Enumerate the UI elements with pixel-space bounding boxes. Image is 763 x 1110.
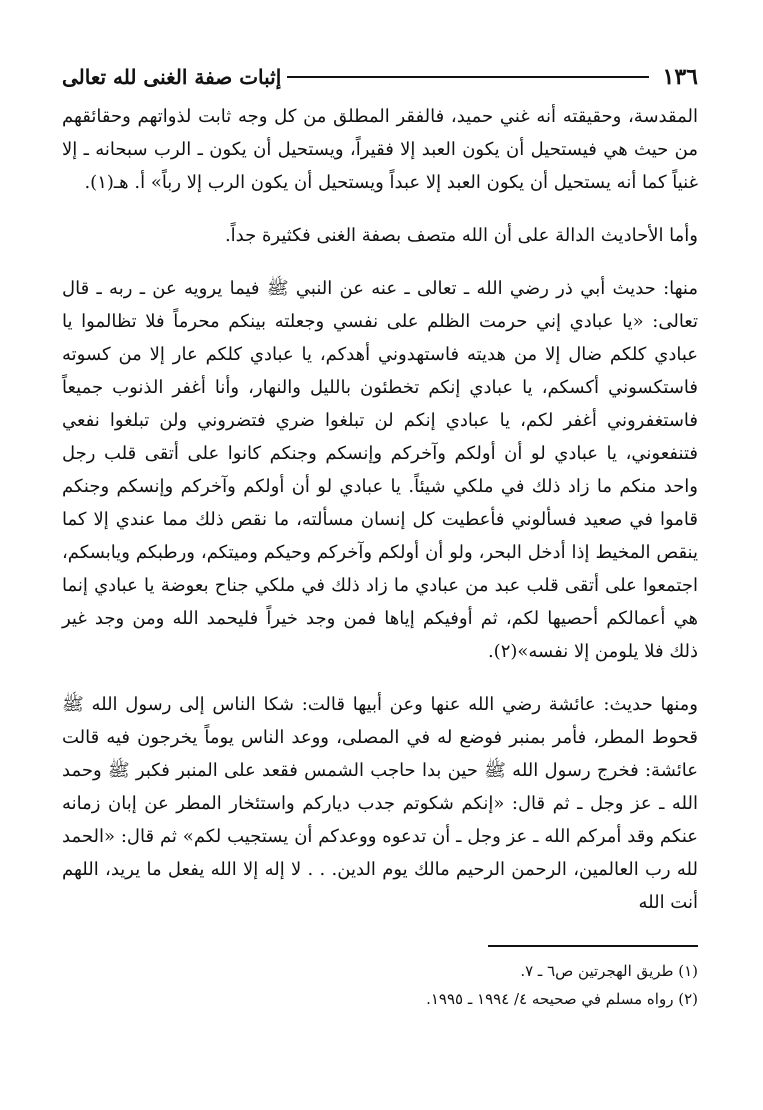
footnotes bbox=[62, 945, 698, 1013]
paragraph-hadith-intro: وأما الأحاديث الدالة على أن الله متصف بصفة الغنى فكثيرة جداً. bbox=[224, 225, 698, 246]
footnote-1: (١) طريق الهجرتين ص٦ ـ ٧. bbox=[520, 962, 698, 980]
paragraph-hadith-abu-dharr: منها: حديث أبي ذر رضي الله ـ تعالى ـ عنه عن النبي ﷺ فيما يرويه عن ـ ربه ـ قال تعالى: «يا عبادي إني حرمت الظلم على نفسي وجعلته بينكم محرماً فلا تظالموا يا عبادي كلكم ضال إلا من هديته فاستهدوني أهدكم، يا عبادي كلكم عار إلا من كسوته فاستكسوني أكسكم، يا عبادي إنكم تخطئون بالليل والنهار، وأنا أغفر الذنوب جميعاً فاستغفروني أغفر لكم، يا عبادي إنكم لن تبلغوا ضري فتضروني ولن تبلغوا نفعي فتنفعوني، يا عبادي لو أن أولكم وآخركم وإنسكم وجنكم كانوا على أتقى قلب رجل واحد منكم ما زاد ذلك في ملكي شيئاً. يا عبادي لو أن أولكم وآخركم وإنسكم وجنكم قاموا في صعيد فسألوني فأعطيت كل إنسان مسألته، ما نقص ذلك مما عندي إلا كما ينقص المخيط إذا أدخل البحر، ولو أن أولكم وآخركم وحيكم وميتكم، ورطبكم ويابسكم، اجتمعوا على أتقى قلب عبد من عبادي ما زاد ذلك في ملكي جناح بعوضة يا عبادي إنما هي أعمالكم أحصيها لكم، ثم أوفيكم إياها فمن وجد خيراً فليحمد الله ومن وجد غير ذلك فلا يلومن إلا نفسه»(٢). bbox=[62, 278, 698, 662]
page-number: ١٣٦ bbox=[662, 64, 698, 90]
footnote-rule bbox=[488, 945, 698, 947]
paragraph-continuation: المقدسة، وحقيقته أنه غني حميد، فالفقر المطلق من كل وجه ثابت لذواتهم وحقائقهم من حيث هي فيستحيل أن يكون العبد إلا فقيراً، ويستحيل أن يكون ـ الرب سبحانه ـ إلا غنياً كما أنه يستحيل أن يكون العبد إلا عبداً ويستحيل أن يكون الرب إلا رباً» أ. هـ(١). bbox=[62, 106, 698, 193]
body-text bbox=[62, 100, 698, 919]
page bbox=[62, 60, 698, 919]
header-rule bbox=[287, 76, 648, 78]
page-header bbox=[62, 60, 698, 94]
footnote-2: (٢) رواه مسلم في صحيحه ٤/ ١٩٩٤ ـ ١٩٩٥. bbox=[426, 990, 698, 1008]
paragraph-hadith-aisha: ومنها حديث: عائشة رضي الله عنها وعن أبيها قالت: شكا الناس إلى رسول الله ﷺ قحوط المطر، فأمر بمنبر فوضع له في المصلى، ووعد الناس يوماً يخرجون فيه قالت عائشة: فخرج رسول الله ﷺ حين بدا حاجب الشمس فقعد على المنبر فكبر ﷺ وحمد الله ـ عز وجل ـ ثم قال: «إنكم شكوتم جدب دياركم واستئخار المطر عن إبان زمانه عنكم وقد أمركم الله ـ عز وجل ـ أن تدعوه ووعدكم أن يستجيب لكم» ثم قال: «الحمد لله رب العالمين، الرحمن الرحيم مالك يوم الدين. . . لا إله إلا الله يفعل ما يريد، اللهم أنت الله bbox=[62, 694, 698, 913]
running-title: إثبات صفة الغنى لله تعالى bbox=[62, 65, 282, 89]
